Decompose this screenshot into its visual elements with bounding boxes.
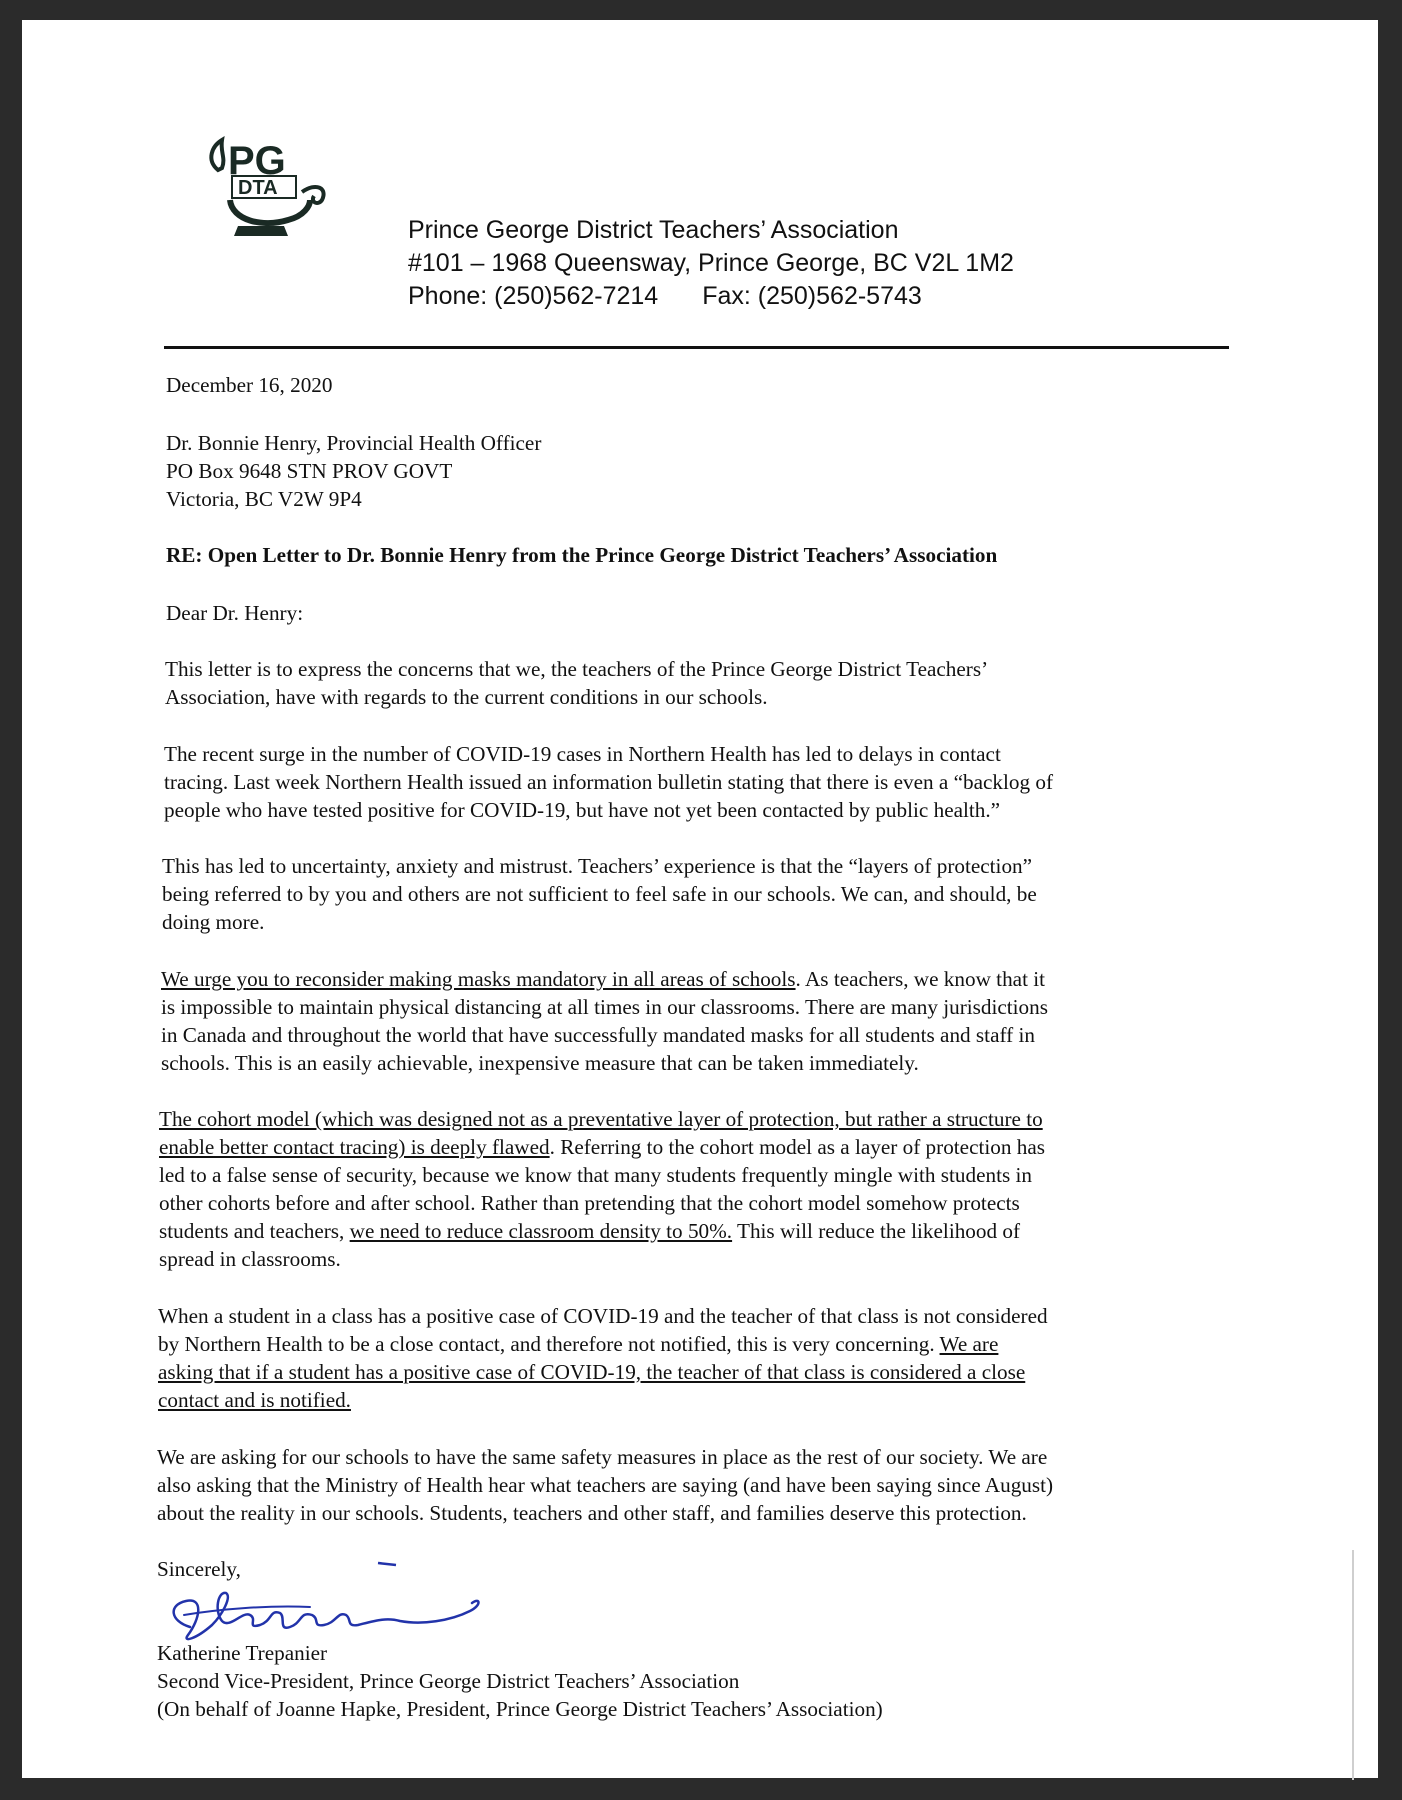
underlined-text: enable better contact tracing) is deeply flawed [159,1135,550,1159]
paragraph-line [158,1386,1218,1414]
underlined-text: The cohort model (which was designed not as a preventative layer of protection, but rather a structure to [159,1107,1043,1131]
paragraph-line: schools. This is an easily achievable, inexpensive measure that can be taken immediately. [161,1051,919,1075]
scan-edge-line [1352,1550,1354,1780]
org-address: #101 – 1968 Queensway, Prince George, BC V2L 1M2 [408,249,1014,277]
paragraph-line: When a student in a class has a positive case of COVID-19 and the teacher of that class is not considered [158,1304,1048,1328]
paragraph-line: tracing. Last week Northern Health issued an information bulletin stating that there is even a “backlog of [164,770,1054,794]
org-fax: Fax: (250)562-5743 [702,282,922,310]
paragraph-line [159,1105,1219,1133]
paragraph-7 [157,1443,1217,1527]
text-span: . As teachers, we know that it [795,967,1046,991]
letter-date: December 16, 2020 [166,373,333,397]
paragraph-line [159,1217,1219,1245]
underlined-text: asking that if a student has a positive case of COVID-19, the teacher of that class is considered a close [158,1360,1026,1384]
underlined-text: contact and is notified. [158,1388,351,1412]
text-span: . Referring to the cohort model as a layer of protection has [549,1135,1045,1159]
pgdta-logo [192,130,342,250]
paragraph-line [158,1358,1218,1386]
paragraph-line: also asking that the Ministry of Health hear what teachers are saying (and have been saying since August) [157,1473,1054,1497]
paragraph-line: led to a false sense of security, because we know that many students frequently mingle with students in [159,1163,1032,1187]
underlined-text: We urge you to reconsider making masks mandatory in all areas of schools [161,967,796,991]
paragraph-line: being referred to by you and others are not sufficient to feel safe in our schools. We can, and should, be [162,882,1037,906]
org-phone: Phone: (250)562-7214 [408,282,659,310]
underlined-text: we need to reduce classroom density to 50%. [349,1219,733,1243]
paragraph-3 [162,852,1212,936]
org-contact [408,280,1014,313]
paragraph-line: is impossible to maintain physical distancing at all times in our classrooms. There are many jurisdictions [161,995,1048,1019]
underlined-text: We are [939,1332,999,1356]
paragraph-line: Association, have with regards to the current conditions in our schools. [165,685,768,709]
paragraph-line: We are asking for our schools to have the same safety measures in place as the rest of our society. We are [157,1445,1048,1469]
signer-title: Second Vice-President, Prince George District Teachers’ Association [157,1669,740,1693]
paragraph-2 [164,740,1214,824]
salutation: Dear Dr. Henry: [166,601,304,625]
text-span: by Northern Health to be a close contact, and therefore not notified, this is very concerning. [158,1332,940,1356]
paragraph-line [161,965,1211,993]
signature-block [157,1639,883,1723]
paragraph-line: in Canada and throughout the world that have successfully mandated masks for all students and staff in [161,1023,1035,1047]
subject-line: RE: Open Letter to Dr. Bonnie Henry from the Prince George District Teachers’ Association [166,543,998,567]
text-span: This will reduce the likelihood of [732,1219,1021,1243]
text-span: students and teachers, [159,1219,350,1243]
paragraph-line: other cohorts before and after school. Rather than pretending that the cohort model somehow protects [159,1191,1020,1215]
recipient-line: PO Box 9648 STN PROV GOVT [166,459,453,483]
paragraph-4 [161,965,1211,1077]
paragraph-line [158,1330,1218,1358]
letterhead-divider [164,346,1229,349]
signer-name: Katherine Trepanier [157,1641,328,1665]
org-name: Prince George District Teachers’ Association [408,216,899,244]
paragraph-line: doing more. [162,910,265,934]
paragraph-1 [165,655,1205,711]
logo-text-top: PG [228,139,286,183]
paragraph-5 [159,1105,1219,1273]
paragraph-line: This has led to uncertainty, anxiety and mistrust. Teachers’ experience is that the “layers of protection” [162,854,1033,878]
paragraph-line: spread in classrooms. [159,1247,341,1271]
recipient-line: Victoria, BC V2W 9P4 [166,487,362,511]
recipient-address [166,429,541,513]
closing: Sincerely, [157,1557,241,1581]
paragraph-line: The recent surge in the number of COVID-19 cases in Northern Health has led to delays in contact [164,742,1001,766]
signer-note: (On behalf of Joanne Hapke, President, Prince George District Teachers’ Association) [157,1697,883,1721]
paragraph-line: about the reality in our schools. Students, teachers and other staff, and families deserve this protection. [157,1501,1027,1525]
paragraph-line: people who have tested positive for COVID-19, but have not yet been contacted by public health.” [164,798,1001,822]
paragraph-6 [158,1302,1218,1414]
paragraph-line: This letter is to express the concerns that we, the teachers of the Prince George District Teachers’ [165,657,989,681]
letterhead [408,214,1014,313]
letter-page [22,20,1378,1778]
paragraph-line [159,1133,1219,1161]
logo-text-bottom: DTA [238,177,278,199]
recipient-line: Dr. Bonnie Henry, Provincial Health Officer [166,431,542,455]
handwritten-signature [160,1555,510,1650]
